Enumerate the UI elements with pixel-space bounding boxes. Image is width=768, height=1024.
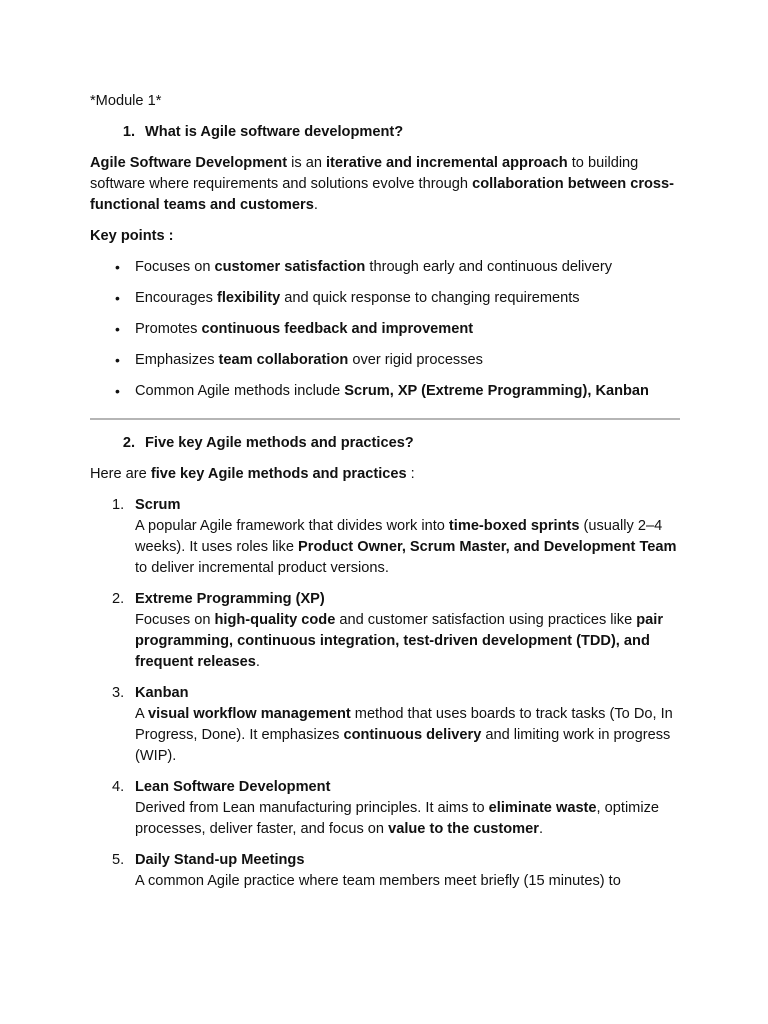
question-number: 1.	[122, 124, 135, 140]
bold-text: pair programming, continuous integration, test-driven development (TDD), and frequent releases	[135, 612, 664, 670]
bullet-icon: •	[115, 383, 120, 399]
text-run: .	[313, 197, 318, 213]
text-run: A common Agile practice where team members meet briefly (15 minutes) to	[135, 873, 621, 889]
text-run: Derived from Lean manufacturing principles. It aims to	[135, 800, 489, 816]
list-item	[90, 257, 680, 278]
text-run: (usually 2–4 weeks). It uses roles like	[135, 518, 663, 555]
bold-text: team collaboration	[218, 352, 349, 368]
item-number: 5.	[112, 852, 125, 868]
text-run: and customer satisfaction using practices like	[335, 612, 637, 628]
bold-text: continuous feedback and improvement	[201, 321, 474, 337]
item-number: 2.	[112, 591, 125, 607]
text-run: through early and continuous delivery	[365, 259, 612, 275]
list-item-text	[135, 383, 649, 399]
list-item-text	[135, 290, 580, 306]
list-item	[90, 850, 680, 892]
module-title: *Module 1*	[90, 93, 162, 109]
bold-text: Agile Software Development	[90, 155, 288, 171]
key-points-list	[90, 257, 680, 402]
item-number: 1.	[112, 497, 125, 513]
bold-text: high-quality code	[214, 612, 336, 628]
text-run: A popular Agile framework that divides work into	[135, 518, 449, 534]
bullet-icon: •	[115, 259, 120, 275]
text-run: over rigid processes	[348, 352, 483, 368]
item-heading: Scrum	[135, 497, 181, 513]
bold-text: five key Agile methods and practices	[150, 466, 407, 482]
text-run: Common Agile methods include	[135, 383, 345, 399]
document-page	[90, 91, 680, 902]
text-run: Encourages	[135, 290, 217, 306]
question-title: What is Agile software development?	[145, 124, 404, 140]
section-divider	[90, 418, 680, 420]
text-run: .	[538, 821, 544, 837]
list-item	[90, 319, 680, 340]
text-run: Focuses on	[135, 259, 215, 275]
text-run: Here are	[90, 466, 151, 482]
text-run: to building software where requirements and solutions evolve through	[90, 155, 639, 192]
bold-text: flexibility	[216, 290, 281, 306]
bullet-icon: •	[115, 321, 120, 337]
key-points-label: Key points :	[90, 228, 174, 244]
text-run: is an	[287, 155, 326, 171]
text-run: :	[406, 466, 415, 482]
list-item	[90, 288, 680, 309]
list-item	[90, 381, 680, 402]
item-body	[135, 798, 680, 840]
item-heading: Extreme Programming (XP)	[135, 591, 325, 607]
text-run: A	[135, 706, 148, 722]
bold-text: visual workflow management	[147, 706, 351, 722]
list-item-text	[135, 259, 612, 275]
bullet-icon: •	[115, 352, 120, 368]
list-item-text	[135, 321, 473, 337]
text-run: and limiting work in progress (WIP).	[135, 727, 671, 764]
item-number: 4.	[112, 779, 125, 795]
list-item	[90, 589, 680, 673]
methods-list	[90, 495, 680, 892]
bold-text: Scrum, XP (Extreme Programming), Kanban	[344, 383, 649, 399]
q1-intro-paragraph	[90, 153, 680, 216]
item-body	[135, 516, 680, 579]
text-run: Focuses on	[135, 612, 215, 628]
text-run: to deliver incremental product versions.	[135, 560, 389, 576]
text-run: method that uses boards to track tasks (To Do, In Progress, Done). It emphasizes	[135, 706, 673, 743]
bold-text: collaboration between cross-functional teams and customers	[90, 176, 675, 213]
question-2-heading	[90, 433, 680, 454]
q2-intro-paragraph	[90, 464, 680, 485]
text-run: and quick response to changing requirements	[280, 290, 580, 306]
list-item	[90, 683, 680, 767]
bold-text: eliminate waste	[488, 800, 597, 816]
item-number: 3.	[112, 685, 125, 701]
question-title: Five key Agile methods and practices?	[145, 435, 414, 451]
item-heading: Lean Software Development	[135, 779, 331, 795]
text-run: Promotes	[135, 321, 202, 337]
bold-text: iterative and incremental approach	[326, 155, 568, 171]
bold-text: Product Owner, Scrum Master, and Development Team	[298, 539, 677, 555]
item-body	[135, 610, 680, 673]
list-item-text	[135, 352, 483, 368]
list-item	[90, 350, 680, 371]
bold-text: value to the customer	[388, 821, 539, 837]
bold-text: time-boxed sprints	[448, 518, 580, 534]
item-heading: Kanban	[135, 685, 189, 701]
bold-text: customer satisfaction	[214, 259, 366, 275]
list-item	[90, 777, 680, 840]
item-heading: Daily Stand-up Meetings	[135, 852, 305, 868]
question-number: 2.	[122, 435, 135, 451]
bold-text: continuous delivery	[343, 727, 482, 743]
item-body	[135, 704, 680, 767]
item-body	[135, 871, 680, 892]
text-run: Emphasizes	[135, 352, 219, 368]
text-run: , optimize processes, deliver faster, and focus on	[135, 800, 659, 837]
list-item	[90, 495, 680, 579]
bullet-icon: •	[115, 290, 120, 306]
question-1-heading	[90, 122, 680, 143]
text-run: .	[255, 654, 260, 670]
